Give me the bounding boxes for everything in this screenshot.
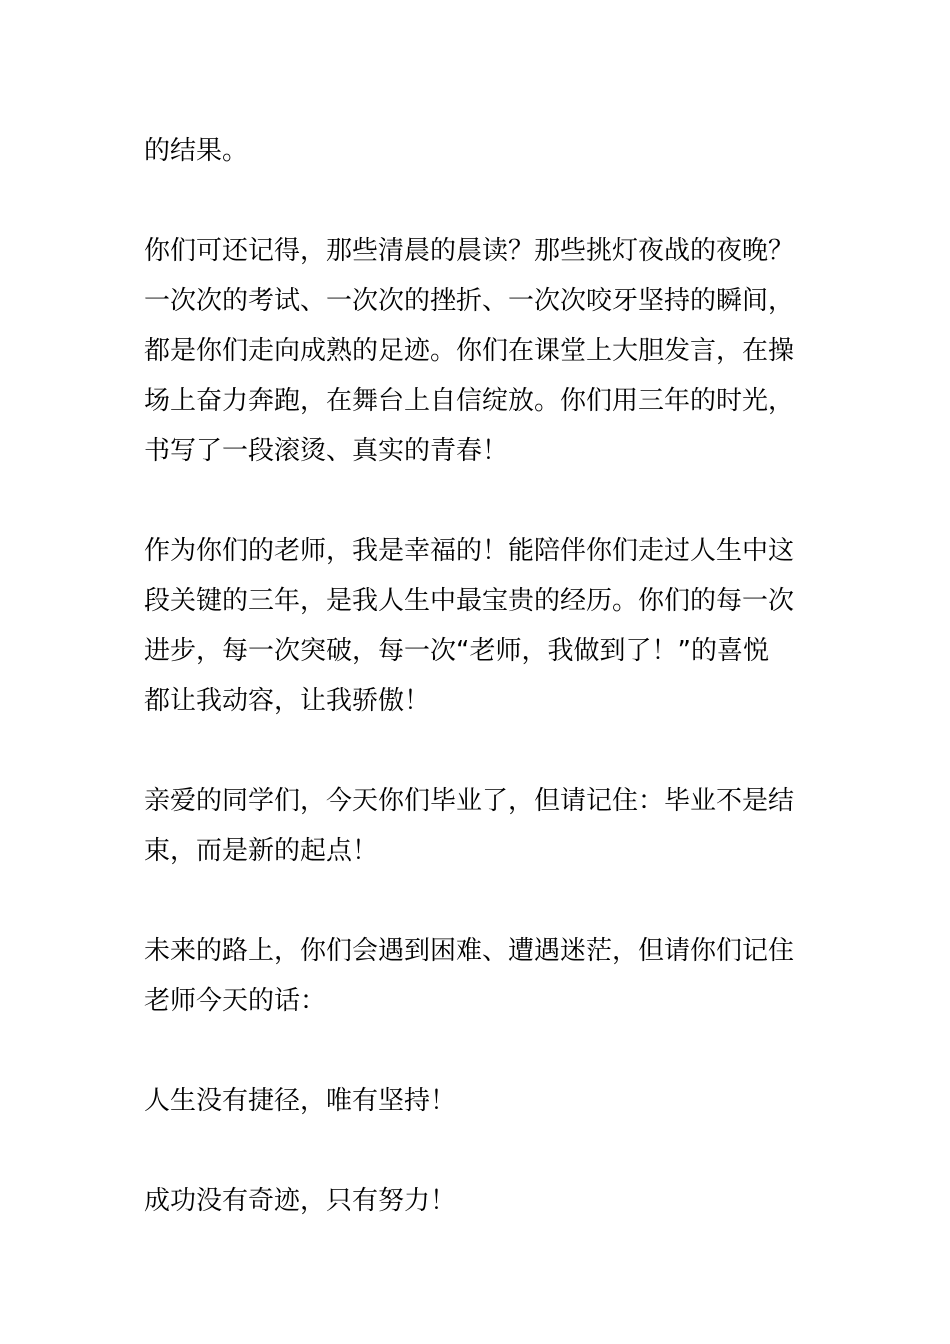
- text-line: 一次次的考试、一次次的挫折、一次次咬牙坚持的瞬间，: [144, 286, 795, 316]
- paragraph-2: [144, 226, 808, 476]
- paragraph-6: [144, 1076, 808, 1126]
- text-line: 段关键的三年，是我人生中最宝贵的经历。你们的每一次: [144, 586, 795, 616]
- text-line: 成功没有奇迹，只有努力！: [144, 1186, 457, 1216]
- paragraph-1: [144, 126, 808, 176]
- paragraph-7: [144, 1176, 808, 1226]
- text-line: 亲爱的同学们，今天你们毕业了，但请记住：毕业不是结: [144, 786, 795, 816]
- text-line: 未来的路上，你们会遇到困难、遭遇迷茫，但请你们记住: [144, 936, 795, 966]
- text-line: 场上奋力奔跑，在舞台上自信绽放。你们用三年的时光，: [144, 386, 795, 416]
- paragraph-4: [144, 776, 808, 876]
- paragraph-3: [144, 526, 808, 726]
- text-line: 都让我动容，让我骄傲！: [144, 686, 431, 716]
- text-line: 你们可还记得，那些清晨的晨读？那些挑灯夜战的夜晚？: [144, 236, 795, 266]
- text-line: 作为你们的老师，我是幸福的！能陪伴你们走过人生中这: [144, 536, 795, 566]
- text-line: 束，而是新的起点！: [144, 836, 379, 866]
- document-body: [144, 126, 808, 1276]
- text-line: 都是你们走向成熟的足迹。你们在课堂上大胆发言，在操: [144, 336, 795, 366]
- paragraph-5: [144, 926, 808, 1026]
- text-line: 的结果。: [144, 136, 249, 166]
- text-line: 老师今天的话：: [144, 986, 327, 1016]
- text-line: 人生没有捷径，唯有坚持！: [144, 1086, 457, 1116]
- text-line: 书写了一段滚烫、真实的青春！: [144, 436, 509, 466]
- text-line: 进步，每一次突破，每一次“老师，我做到了！”的喜悦: [144, 636, 769, 666]
